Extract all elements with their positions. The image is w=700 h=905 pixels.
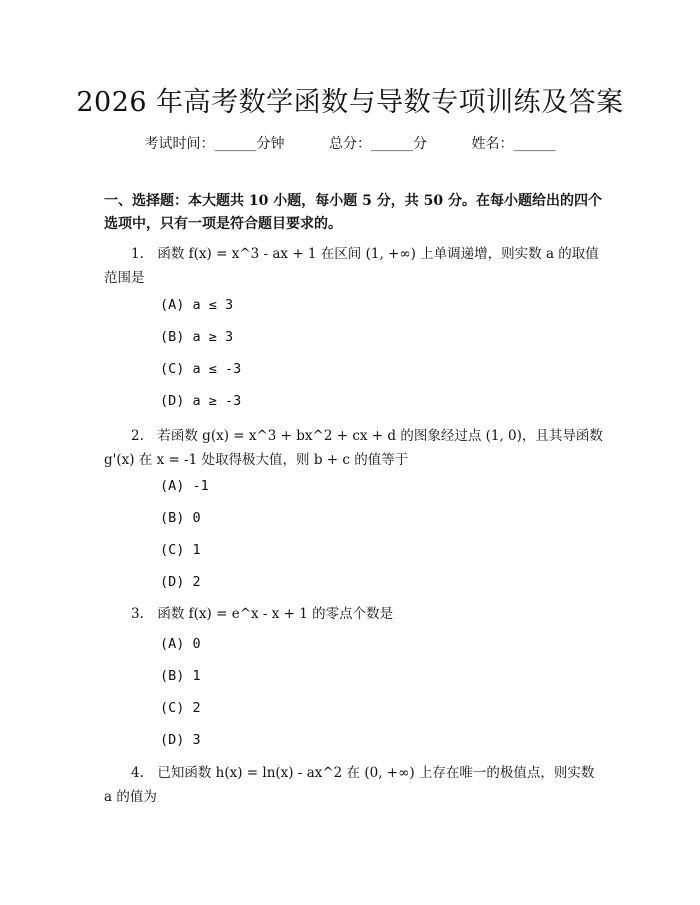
question-1-option-c: (C) a ≤ -3 xyxy=(160,361,242,377)
question-3-option-c: (C) 2 xyxy=(160,700,201,716)
question-3: 3. 函数 f(x) = e^x - x + 1 的零点个数是 xyxy=(104,606,394,622)
question-2-option-d: (D) 2 xyxy=(160,574,201,590)
question-2-option-c: (C) 1 xyxy=(160,542,201,558)
question-3-option-b: (B) 1 xyxy=(160,668,201,684)
question-2: 2. 若函数 g(x) = x^3 + bx^2 + cx + d 的图象经过点 (1, 0)，且其导函数 g'(x) 在 x = -1 处取得极大值，则 b + c 的值等于 xyxy=(104,428,603,468)
total-score-field: 总分：______分 xyxy=(329,136,427,152)
page-title: 2026 年高考数学函数与导数专项训练及答案 xyxy=(76,87,624,118)
question-2-option-a: (A) -1 xyxy=(160,478,209,494)
exam-time-field: 考试时间：______分钟 xyxy=(144,136,285,152)
question-3-option-a: (A) 0 xyxy=(160,636,201,652)
question-4: 4. 已知函数 h(x) = ln(x) - ax^2 在 (0, +∞) 上存在唯一的极值点，则实数 a 的值为 xyxy=(104,765,595,805)
question-2-option-b: (B) 0 xyxy=(160,510,201,526)
question-1-option-a: (A) a ≤ 3 xyxy=(160,297,234,313)
question-1: 1. 函数 f(x) = x^3 - ax + 1 在区间 (1, +∞) 上单调递增，则实数 a 的取值范围是 xyxy=(104,246,599,286)
exam-meta xyxy=(0,133,700,153)
question-1-option-d: (D) a ≥ -3 xyxy=(160,393,242,409)
student-name-field: 姓名：______ xyxy=(471,136,556,152)
question-1-option-b: (B) a ≥ 3 xyxy=(160,329,234,345)
question-3-option-d: (D) 3 xyxy=(160,732,201,748)
section-heading: 一、选择题：本大题共 10 小题，每小题 5 分，共 50 分。在每小题给出的四个选项中，只有一项是符合题目要求的。 xyxy=(104,193,602,232)
